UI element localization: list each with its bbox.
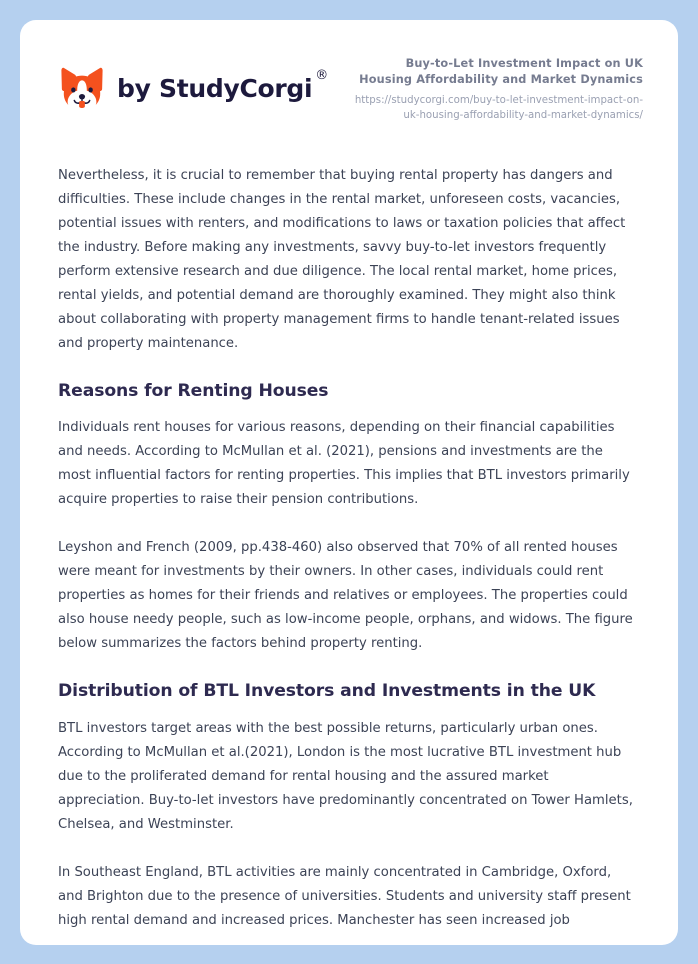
brand-logo[interactable] bbox=[58, 66, 328, 112]
paragraph-intro-risks: Nevertheless, it is crucial to remember that buying rental property has dangers and difficulties. These include changes in the rental market, unforeseen costs, vacancies, potential issues with renters, and modifications to laws or taxation policies that affect the industry. Before making any investments, savvy buy-to-let investors frequently perform extensive research and due diligence. The local rental market, home prices, rental yields, and potential demand are thoroughly examined. They might also think about collaborating with property management firms to handle tenant-related issues and property maintenance. bbox=[58, 168, 626, 352]
source-url[interactable]: https://studycorgi.com/buy-to-let-investment-impact-on-uk-housing-affordability-and-market-dynamics/ bbox=[354, 95, 643, 121]
paragraph-renting-reasons: Individuals rent houses for various reasons, depending on their financial capabilities and needs. According to McMullan et al. (2021), pensions and investments are the most influential factors for renting properties. This implies that BTL investors primarily acquire properties to raise their pension contributions. bbox=[58, 420, 630, 508]
brand-wordmark bbox=[117, 68, 328, 104]
paragraph-leyshon-french: Leyshon and French (2009, pp.438-460) also observed that 70% of all rented houses were meant for investments by their owners. In other cases, individuals could rent properties as homes for their friends and relatives or employees. The properties could also house needy people, such as low-income people, orphans, and widows. The figure below summarizes the factors behind property renting. bbox=[58, 540, 633, 652]
section-heading-btl-distribution: Distribution of BTL Investors and Investments in the UK bbox=[58, 681, 596, 702]
corgi-mascot-icon bbox=[58, 66, 106, 112]
article-content bbox=[20, 164, 678, 933]
page-title: Buy-to-Let Investment Impact on UK Housing Affordability and Market Dynamics bbox=[359, 57, 643, 87]
brand-name: by StudyCorgi bbox=[117, 74, 313, 104]
document-meta bbox=[351, 54, 643, 123]
paragraph-southeast-england: In Southeast England, BTL activities are mainly concentrated in Cambridge, Oxford, and Brighton due to the presence of universities. Students and university staff present high rental demand and increased prices. Manchester has seen increased job bbox=[58, 864, 631, 928]
registered-trademark-icon: ® bbox=[315, 68, 328, 84]
document-header bbox=[20, 20, 678, 123]
section-heading-reasons-for-renting: Reasons for Renting Houses bbox=[58, 381, 329, 402]
paragraph-btl-target-areas: BTL investors target areas with the best possible returns, particularly urban ones. According to McMullan et al.(2021), London is the most lucrative BTL investment hub due to the proliferated demand for rental housing and the assured market appreciation. Buy-to-let investors have predominantly concentrated on Tower Hamlets, Chelsea, and Westminster. bbox=[58, 720, 633, 832]
document-page-card bbox=[20, 20, 678, 945]
